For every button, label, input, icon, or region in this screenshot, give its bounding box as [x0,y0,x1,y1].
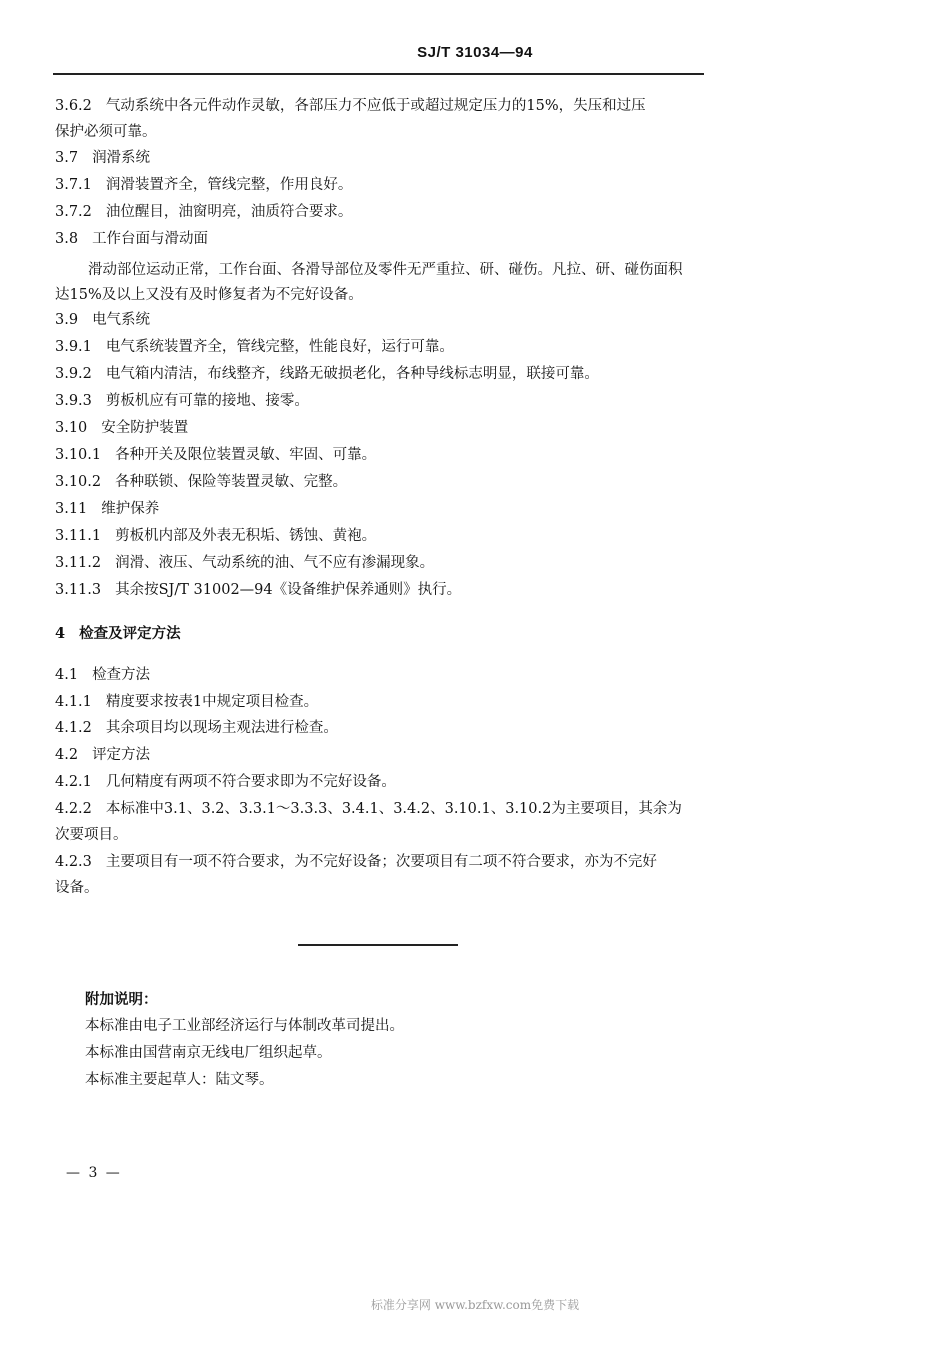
section-number: 3.7.2 [55,204,92,220]
section-line [55,202,710,222]
section-line [55,772,710,792]
section-number: 4.2 [55,747,79,763]
notes-line: 本标准由国营南京无线电厂组织起草。 [85,1045,332,1061]
section-line [55,148,710,168]
section-line [55,418,710,438]
section-line [55,445,710,465]
section-text: 各种联锁、保险等装置灵敏、完整。 [115,474,348,490]
section-text: 设备。 [55,880,99,896]
section-number: 3.11.2 [55,555,102,571]
section-number: 4.2.1 [55,774,92,790]
section-number: 4 [55,625,66,642]
page-header: SJ/T 31034—94 [417,44,533,61]
section-line [55,624,710,644]
section-number: 4.1 [55,667,79,683]
section-number: 4.2.3 [55,854,92,870]
section-line [55,96,710,116]
section-text: 检查及评定方法 [79,625,181,642]
notes-line: 本标准由电子工业部经济运行与体制改革司提出。 [85,1018,404,1034]
section-number: 3.10 [55,420,88,436]
section-number: 3.9.1 [55,339,92,355]
section-text: 润滑装置齐全，管线完整，作用良好。 [105,177,353,193]
section-text: 本标准中3.1、3.2、3.3.1～3.3.3、3.4.1、3.4.2、3.10.1、3.10.2为主要项目，其余为 [105,801,682,817]
page-number: — 3 — [66,1165,122,1181]
section-text: 气动系统中各元件动作灵敏，各部压力不应低于或超过规定压力的15%，失压和过压 [105,98,646,114]
section-line [55,391,710,411]
section-number: 3.11.1 [55,528,102,544]
section-number: 4.1.1 [55,694,92,710]
section-number: 4.1.2 [55,720,92,736]
section-number: 3.10.2 [55,474,102,490]
section-text: 润滑系统 [92,150,151,166]
notes-line: 本标准主要起草人：陆文琴。 [85,1072,274,1088]
section-line [55,499,710,519]
section-text: 其余按SJ/T 31002—94《设备维护保养通则》执行。 [115,582,462,598]
section-number: 4.2.2 [55,801,92,817]
watermark-footer: 标准分享网 www.bzfxw.com免费下载 [370,1298,580,1312]
section-line [55,310,710,330]
section-text: 评定方法 [92,747,151,763]
section-text: 检查方法 [92,667,151,683]
section-line [55,580,710,600]
section-text: 电气箱内清洁，布线整齐，线路无破损老化，各种导线标志明显，联接可靠。 [105,366,599,382]
section-line [55,852,710,872]
section-line [55,665,710,685]
continuation-line [88,260,743,280]
section-text: 安全防护装置 [101,420,189,436]
section-number: 3.6.2 [55,98,92,114]
section-text: 主要项目有一项不符合要求，为不完好设备；次要项目有二项不符合要求，亦为不完好 [105,854,657,870]
end-rule [298,944,458,946]
continuation-line [55,825,710,845]
section-text: 精度要求按表1中规定项目检查。 [105,694,319,710]
section-text: 润滑、液压、气动系统的油、气不应有渗漏现象。 [115,555,435,571]
section-line [55,799,710,819]
section-text: 剪板机内部及外表无积垢、锈蚀、黄袍。 [115,528,377,544]
section-number: 3.9.2 [55,366,92,382]
section-line [55,472,710,492]
section-text: 维护保养 [101,501,160,517]
section-number: 3.11.3 [55,582,102,598]
section-line [55,692,710,712]
section-number: 3.11 [55,501,88,517]
section-text: 各种开关及限位装置灵敏、牢固、可靠。 [115,447,377,463]
section-line [55,745,710,765]
section-text: 电气系统 [92,312,151,328]
section-text: 电气系统装置齐全，管线完整，性能良好，运行可靠。 [105,339,454,355]
section-number: 3.10.1 [55,447,102,463]
section-line [55,229,710,249]
section-text: 剪板机应有可靠的接地、接零。 [105,393,309,409]
section-line [55,364,710,384]
section-number: 3.9.3 [55,393,92,409]
section-number: 3.7 [55,150,79,166]
section-line [55,175,710,195]
section-line [55,337,710,357]
continuation-line [55,285,710,305]
section-text: 保护必须可靠。 [55,124,157,140]
section-number: 3.7.1 [55,177,92,193]
continuation-line [55,878,710,898]
section-text: 其余项目均以现场主观法进行检查。 [105,720,338,736]
section-text: 滑动部位运动正常，工作台面、各滑导部位及零件无严重拉、研、碰伤。凡拉、研、碰伤面积 [88,262,683,278]
section-text: 达15%及以上又没有及时修复者为不完好设备。 [55,287,363,303]
section-number: 3.8 [55,231,79,247]
section-number: 3.9 [55,312,79,328]
section-text: 几何精度有两项不符合要求即为不完好设备。 [105,774,396,790]
section-line [55,718,710,738]
section-line [55,553,710,573]
notes-title: 附加说明： [85,991,158,1008]
section-text: 工作台面与滑动面 [92,231,209,247]
header-rule [53,73,704,75]
continuation-line [55,122,710,142]
section-text: 油位醒目，油窗明亮，油质符合要求。 [105,204,353,220]
section-text: 次要项目。 [55,827,128,843]
section-line [55,526,710,546]
